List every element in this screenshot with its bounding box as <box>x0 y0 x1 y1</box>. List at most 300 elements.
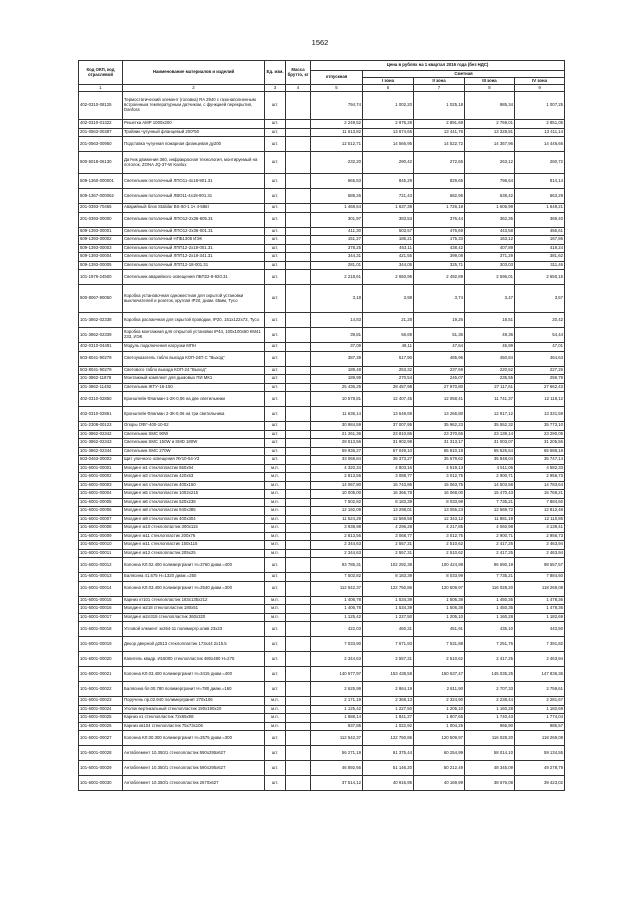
item-name: Коробка распаечная для скрытой проводки, IP20, 151х122х73, Тусо <box>123 313 265 328</box>
item-name: Колонна КЛ.02.400 полимергранит Н=3760 диам.=400 <box>123 558 265 573</box>
price-zone-4: 59 134,55 <box>515 746 565 761</box>
item-code: 101-6001-00023 <box>79 697 123 706</box>
price-zone-1: 49,11 <box>363 343 414 352</box>
item-name: Антаблемент 10.350/1 стеклопластик 590х295х627 <box>123 746 265 761</box>
price-zone-1: 290,42 <box>363 152 414 174</box>
price-zone-2: 3,74 <box>414 285 465 313</box>
item-code: 101-1976-24500 <box>79 270 123 285</box>
item-code: 503-8041-90279 <box>79 351 123 366</box>
item-unit: шт. <box>265 128 286 137</box>
price-zone-3: 14 503,56 <box>465 481 515 490</box>
price-zone-2: 2 510,62 <box>414 541 465 550</box>
price-zone-2: 485,96 <box>414 351 465 366</box>
price-zone-1: 122 750,86 <box>363 581 414 596</box>
price-zone-2: 476,69 <box>414 227 465 236</box>
item-unit: шт. <box>265 422 286 431</box>
item-name: Молдинг м1 стеклопластик 550х94 <box>123 464 265 473</box>
price-zone-1: 2 557,31 <box>363 652 414 667</box>
item-mass <box>286 746 311 761</box>
price-zone-4: 227,26 <box>515 366 565 375</box>
item-code: 101-3862-02342 <box>79 430 123 439</box>
item-name: Щит уличного освещения ЯУ10-54-У3 <box>123 456 265 465</box>
item-mass <box>286 366 311 375</box>
item-code: 101-6001-00009 <box>79 532 123 541</box>
price-zone-3: 2 417,25 <box>465 652 515 667</box>
item-name: Молдинг м6 стеклопластик 520х238 <box>123 498 265 507</box>
price-zone-3: 443,58 <box>465 227 515 236</box>
price-zone-1: 36 373,27 <box>363 456 414 465</box>
price-release: 1 688,14 <box>311 714 363 723</box>
item-code: 101-6001-00008 <box>79 524 123 533</box>
table-row <box>79 481 565 490</box>
price-zone-3: 2 417,25 <box>465 541 515 550</box>
price-zone-4: 2 759,61 <box>515 682 565 697</box>
item-name: Уголок вертикальный стеклопластик 190х190х20 <box>123 705 265 714</box>
item-name: Светильник потолочный ЛПП12-18-001.31 <box>123 261 265 270</box>
price-zone-2: 40 169,99 <box>414 776 465 791</box>
price-zone-3: 985,34 <box>465 92 515 120</box>
item-mass <box>286 776 311 791</box>
table-row <box>79 498 565 507</box>
item-mass <box>286 189 311 204</box>
item-name: Карниз кв104 стеклопластик 75х73х106 <box>123 722 265 731</box>
price-zone-4: 260,72 <box>515 152 565 174</box>
table-row <box>79 697 565 706</box>
table-row <box>79 383 565 392</box>
price-release: 21 261,36 <box>311 430 363 439</box>
item-unit: шт. <box>265 761 286 776</box>
item-code: 101-6001-00027 <box>79 731 123 746</box>
item-unit: шт. <box>265 351 286 366</box>
table-row <box>79 682 565 697</box>
item-name: Светильник потолочный ЛВО11-4х18-901.31 <box>123 189 265 204</box>
price-zone-1: 13 649,69 <box>363 407 414 422</box>
item-mass <box>286 705 311 714</box>
item-code: 101-6001-00005 <box>79 498 123 507</box>
item-code: 101-6001-00018 <box>79 622 123 637</box>
item-mass <box>286 464 311 473</box>
price-zone-3: 220,52 <box>465 366 515 375</box>
price-release: 7 033,90 <box>311 637 363 652</box>
table-row <box>79 746 565 761</box>
item-name: Балясина бл.00.780 полимергранит Н=780 диам.=160 <box>123 682 265 697</box>
price-release: 2 625,99 <box>311 682 363 697</box>
price-zone-3: 13 328,81 <box>465 128 515 137</box>
item-name: Опоры ОФГ-400-10-02 <box>123 422 265 431</box>
price-zone-3: 235,55 <box>465 375 515 384</box>
price-zone-1: 2 975,28 <box>363 120 414 129</box>
item-code: 101-6001-00026 <box>79 722 123 731</box>
item-code: 201-0563-00950 <box>79 137 123 152</box>
table-row <box>79 236 565 245</box>
table-row <box>79 392 565 407</box>
price-zone-1: 56,69 <box>363 328 414 343</box>
price-zone-1: 463,11 <box>363 244 414 253</box>
item-mass <box>286 524 311 533</box>
item-unit: шт. <box>265 212 286 227</box>
item-unit: м.п. <box>265 697 286 706</box>
price-release: 1 468,64 <box>311 204 363 213</box>
item-name: Светильник потолочный ЛПО12-2х36-001.31 <box>123 227 265 236</box>
price-zone-4: 2 956,73 <box>515 473 565 482</box>
price-zone-1: 2 864,19 <box>363 682 414 697</box>
header-zone-2: II зона <box>414 78 465 85</box>
price-zone-3: 4 511,06 <box>465 464 515 473</box>
item-unit: шт. <box>265 92 286 120</box>
price-zone-3: 11 741,37 <box>465 392 515 407</box>
price-zone-2: 237,69 <box>414 366 465 375</box>
item-name: Коробка установочная одноместная для скрытой установки выключателей и розеток, круглая IP20, диам. 65мм, Тусо <box>123 285 265 313</box>
price-zone-2: 120 509,97 <box>414 581 465 596</box>
price-table <box>78 60 565 791</box>
item-name: Подставка чугунная пожарная фланцевая ду200 <box>123 137 265 152</box>
table-row <box>79 652 565 667</box>
price-zone-3: 2 596,01 <box>465 270 515 285</box>
item-mass <box>286 490 311 499</box>
item-mass <box>286 261 311 270</box>
price-zone-2: 682,95 <box>414 189 465 204</box>
price-zone-1: 2 368,13 <box>363 697 414 706</box>
price-release: 59 936,27 <box>311 447 363 456</box>
item-mass <box>286 92 311 120</box>
price-release: 344,31 <box>311 253 363 262</box>
price-zone-2: 15 063,75 <box>414 481 465 490</box>
item-name: Антаблемент 10.350/1 стеклопластик 2670х627 <box>123 776 265 791</box>
price-zone-2: 12 343,12 <box>414 515 465 524</box>
price-release: 11 524,29 <box>311 515 363 524</box>
price-release: 1 406,78 <box>311 596 363 605</box>
item-unit: м.п. <box>265 714 286 723</box>
price-zone-1: 51 146,20 <box>363 761 414 776</box>
price-zone-3: 38 676,08 <box>465 776 515 791</box>
price-zone-1: 253,32 <box>363 366 414 375</box>
item-mass <box>286 697 311 706</box>
price-zone-4: 54,44 <box>515 328 565 343</box>
price-zone-3: 12 917,12 <box>465 407 515 422</box>
table-row <box>79 328 565 343</box>
price-zone-2: 150 637,47 <box>414 667 465 682</box>
price-zone-1: 8 183,39 <box>363 498 414 507</box>
price-zone-2: 14 522,72 <box>414 137 465 152</box>
header-estimate: Сметная <box>363 71 565 78</box>
col-number: 9 <box>515 85 565 92</box>
price-zone-4: 4 139,41 <box>515 524 565 533</box>
price-zone-2: 13 266,80 <box>414 407 465 422</box>
item-unit: м.п. <box>265 705 286 714</box>
item-name: Аварийный блок Stabilar BS-50-1 1ч 4-58вт <box>123 204 265 213</box>
price-zone-4: 4 582,33 <box>515 464 565 473</box>
price-zone-3: 116 028,20 <box>465 731 515 746</box>
item-unit: шт. <box>265 204 286 213</box>
item-code: 402-0310-01322 <box>79 120 123 129</box>
table-row <box>79 596 565 605</box>
price-release: 378,25 <box>311 244 363 253</box>
table-row <box>79 351 565 366</box>
price-zone-2: 100 424,98 <box>414 558 465 573</box>
price-zone-2: 23 370,65 <box>414 430 465 439</box>
price-zone-3: 2 417,25 <box>465 549 515 558</box>
price-release: 589,26 <box>311 189 363 204</box>
table-row <box>79 375 565 384</box>
price-zone-2: 60 254,99 <box>414 746 465 761</box>
item-mass <box>286 120 311 129</box>
item-code: 500-5018-06130 <box>79 152 123 174</box>
table-row <box>79 524 565 533</box>
price-release: 37,09 <box>311 343 363 352</box>
table-row <box>79 244 565 253</box>
price-zone-4: 118 269,08 <box>515 731 565 746</box>
price-release: 12 192,09 <box>311 507 363 516</box>
table-row <box>79 430 565 439</box>
table-row <box>79 285 565 313</box>
price-release: 2 218,61 <box>311 270 363 285</box>
price-zone-4: 1 478,36 <box>515 596 565 605</box>
table-row <box>79 447 565 456</box>
price-release: 10 578,81 <box>311 392 363 407</box>
item-unit: шт. <box>265 366 286 375</box>
price-zone-2: 4 519,13 <box>414 464 465 473</box>
price-release: 46 892,66 <box>311 761 363 776</box>
item-name: Монтажный комплект для дымовых ПИ МК1 <box>123 375 265 384</box>
item-mass <box>286 558 311 573</box>
col-number: 2 <box>123 85 265 92</box>
price-release: 4 320,34 <box>311 464 363 473</box>
item-mass <box>286 253 311 262</box>
table-row <box>79 515 565 524</box>
item-unit: м.п. <box>265 464 286 473</box>
table-row <box>79 407 565 422</box>
item-mass <box>286 596 311 605</box>
item-mass <box>286 351 311 366</box>
item-name: Декор дверной д2513 стеклопластик 173х44 2х15.5 <box>123 637 265 652</box>
table-row <box>79 253 565 262</box>
item-name: Колонна КЛ.03.400 полимергранит Н=3415 диам.=400 <box>123 667 265 682</box>
item-mass <box>286 270 311 285</box>
price-zone-4: 13 411,14 <box>515 128 565 137</box>
price-release: 39,81 <box>311 328 363 343</box>
price-zone-4: 118 269,08 <box>515 581 565 596</box>
price-zone-2: 12 058,41 <box>414 392 465 407</box>
item-unit: шт. <box>265 261 286 270</box>
item-code: 101-6001-00020 <box>79 652 123 667</box>
col-number: 7 <box>414 85 465 92</box>
table-row <box>79 473 565 482</box>
item-unit: м.п. <box>265 722 286 731</box>
price-zone-3: 371,29 <box>465 253 515 262</box>
price-zone-4: 35 773,10 <box>515 422 565 431</box>
item-name: Угловой элемент эк264-11 полимергр.олив 23х23 <box>123 622 265 637</box>
item-code: 509-1393-00005 <box>79 261 123 270</box>
price-zone-4: 12 812,48 <box>515 507 565 516</box>
table-row <box>79 212 565 227</box>
price-zone-4: 369,40 <box>515 212 565 227</box>
item-mass <box>286 439 311 448</box>
price-zone-3: 2 707,33 <box>465 682 515 697</box>
price-zone-2: 245,07 <box>414 375 465 384</box>
price-zone-3: 3,47 <box>465 285 515 313</box>
price-zone-1: 13 674,65 <box>363 128 414 137</box>
table-row <box>79 366 565 375</box>
table-row <box>79 667 565 682</box>
price-release: 93 785,31 <box>311 558 363 573</box>
price-zone-1: 37 007,95 <box>363 422 414 431</box>
price-zone-2: 47,64 <box>414 343 465 352</box>
price-zone-4: 47,01 <box>515 343 565 352</box>
price-zone-3: 48 345,09 <box>465 761 515 776</box>
item-name: Светильник ЖТУ-15-150 <box>123 383 265 392</box>
price-release: 2 344,63 <box>311 549 363 558</box>
price-release: 30 984,59 <box>311 422 363 431</box>
price-zone-2: 51,36 <box>414 328 465 343</box>
item-name: Светильник потолочный ЛПО11-4х18-901.31 <box>123 174 265 189</box>
price-release: 1 125,42 <box>311 613 363 622</box>
price-zone-4: 31 205,56 <box>515 439 565 448</box>
price-zone-1: 1 841,27 <box>363 714 414 723</box>
price-zone-4: 2 463,94 <box>515 541 565 550</box>
item-unit: шт. <box>265 392 286 407</box>
price-zone-1: 16 366,78 <box>363 490 414 499</box>
item-name: Светильник SMC 150W и SMD 180W <box>123 439 265 448</box>
item-name: Светового табло выхода КОП-24 "Выход" <box>123 366 265 375</box>
item-mass <box>286 515 311 524</box>
item-unit: шт. <box>265 682 286 697</box>
item-mass <box>286 456 311 465</box>
price-zone-4: 455,61 <box>515 227 565 236</box>
price-zone-3: 1 160,28 <box>465 613 515 622</box>
price-zone-1: 2 557,31 <box>363 549 414 558</box>
price-release: 14 067,80 <box>311 481 363 490</box>
price-zone-2: 120 509,97 <box>414 731 465 746</box>
item-code: 101-6001-00002 <box>79 473 123 482</box>
item-mass <box>286 430 311 439</box>
price-zone-4: 2 851,05 <box>515 120 565 129</box>
price-zone-2: 2 492,89 <box>414 270 465 285</box>
table-row <box>79 270 565 285</box>
price-table-container <box>78 60 564 791</box>
item-code: 101-6001-00028 <box>79 746 123 761</box>
table-row <box>79 313 565 328</box>
item-code: 101-6001-00004 <box>79 490 123 499</box>
item-name: Молдинг м5 стеклопластик 1002х215 <box>123 490 265 499</box>
table-row <box>79 532 565 541</box>
item-code: 101-6001-00019 <box>79 637 123 652</box>
price-release: 10 005,00 <box>311 490 363 499</box>
price-zone-4: 1 774,04 <box>515 714 565 723</box>
table-row <box>79 464 565 473</box>
item-name: Молдинг м11 стеклопластик 200х76 <box>123 532 265 541</box>
price-zone-4: 1 649,21 <box>515 204 565 213</box>
item-unit: шт. <box>265 622 286 637</box>
price-zone-1: 1 002,20 <box>363 92 414 120</box>
price-zone-4: 14 783,64 <box>515 481 565 490</box>
item-code: 101-6001-00025 <box>79 714 123 723</box>
price-zone-3: 7 735,21 <box>465 573 515 582</box>
item-unit: шт. <box>265 456 286 465</box>
item-code: 402-0310-02850 <box>79 392 123 407</box>
item-unit: шт. <box>265 343 286 352</box>
item-mass <box>286 137 311 152</box>
col-number: 3 <box>265 85 286 92</box>
item-code: 503-0463-00003 <box>79 456 123 465</box>
price-zone-3: 7 251,76 <box>465 637 515 652</box>
item-unit: шт. <box>265 652 286 667</box>
price-release: 14,83 <box>311 313 363 328</box>
item-unit: м.п. <box>265 596 286 605</box>
item-name: Молдинг м10 стеклопластик 300х115 <box>123 524 265 533</box>
price-zone-3: 65 526,54 <box>465 447 515 456</box>
table-row <box>79 137 565 152</box>
price-zone-2: 13 055,23 <box>414 507 465 516</box>
item-name: Светильник SMC 90W <box>123 430 265 439</box>
price-zone-3: 7 735,21 <box>465 498 515 507</box>
item-unit: шт. <box>265 383 286 392</box>
item-mass <box>286 236 311 245</box>
item-code: 500-8067-90050 <box>79 285 123 313</box>
price-zone-2: 1 506,38 <box>414 596 465 605</box>
price-zone-4: 1 478,36 <box>515 605 565 614</box>
price-release: 2 249,52 <box>311 120 363 129</box>
table-row <box>79 776 565 791</box>
price-zone-4: 663,29 <box>515 189 565 204</box>
price-zone-1: 15 743,86 <box>363 481 414 490</box>
price-zone-4: 2 281,67 <box>515 697 565 706</box>
price-zone-1: 2 650,95 <box>363 270 414 285</box>
price-zone-3: 2 900,71 <box>465 532 515 541</box>
price-release: 281,01 <box>311 261 363 270</box>
item-mass <box>286 714 311 723</box>
price-zone-1: 421,55 <box>363 253 414 262</box>
price-zone-4: 2 956,73 <box>515 532 565 541</box>
item-name: Карниз кт101 стеклопластик 183х135х212 <box>123 596 265 605</box>
price-zone-2: 31 313,17 <box>414 439 465 448</box>
table-row <box>79 189 565 204</box>
table-row <box>79 204 565 213</box>
table-row <box>79 613 565 622</box>
item-mass <box>286 392 311 407</box>
price-release: 12 512,71 <box>311 137 363 152</box>
item-unit: м.п. <box>265 613 286 622</box>
item-code: 101-6001-00003 <box>79 481 123 490</box>
item-code: 101-6001-00016 <box>79 605 123 614</box>
price-zone-3: 2 900,71 <box>465 473 515 482</box>
price-zone-3: 163,12 <box>465 236 515 245</box>
item-name: Датчик движения 360, инфракрасная технология, монтируемый на потолок, ZONA JQ-37-W Kanlux <box>123 152 265 174</box>
price-zone-4: 1 182,69 <box>515 613 565 622</box>
price-zone-1: 12 569,58 <box>363 515 414 524</box>
price-zone-2: 1 726,18 <box>414 204 465 213</box>
price-release: 2 344,63 <box>311 541 363 550</box>
price-zone-4: 2 463,94 <box>515 652 565 667</box>
item-mass <box>286 473 311 482</box>
price-zone-2: 13 441,76 <box>414 128 465 137</box>
col-number: 8 <box>465 85 515 92</box>
price-zone-1: 4 803,16 <box>363 464 414 473</box>
item-unit: м.п. <box>265 524 286 533</box>
price-zone-1: 3,98 <box>363 285 414 313</box>
item-mass <box>286 613 311 622</box>
price-zone-4: 12 110,85 <box>515 515 565 524</box>
price-zone-4: 3,57 <box>515 285 565 313</box>
item-unit: м.п. <box>265 549 286 558</box>
item-code: 101-2308-00123 <box>79 422 123 431</box>
item-mass <box>286 407 311 422</box>
price-zone-4: 98 557,57 <box>515 558 565 573</box>
price-zone-3: 407,89 <box>465 244 515 253</box>
price-zone-1: 13 298,01 <box>363 507 414 516</box>
item-unit: м.п. <box>265 605 286 614</box>
price-zone-1: 28 457,98 <box>363 383 414 392</box>
price-zone-2: 1 807,65 <box>414 714 465 723</box>
